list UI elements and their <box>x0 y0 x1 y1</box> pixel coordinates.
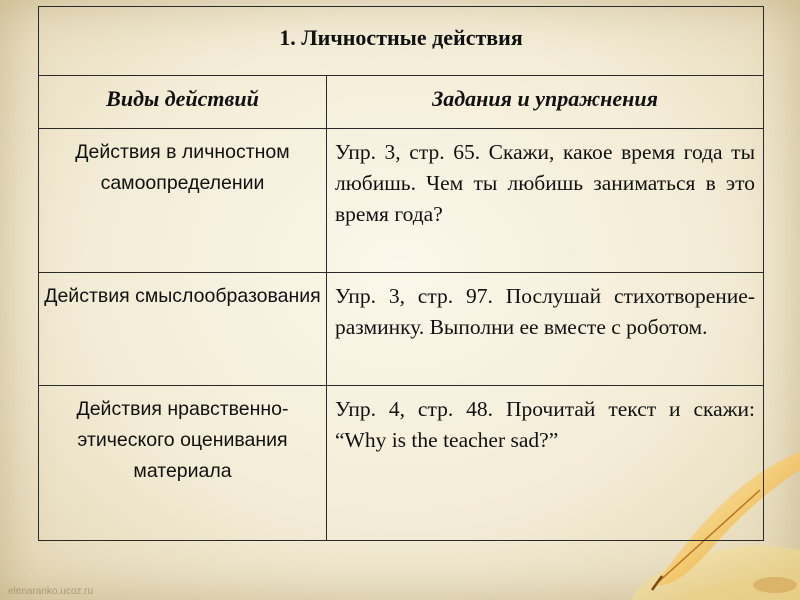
table-row <box>39 129 764 273</box>
task-cell: Упр. 3, стр. 97. Послушай стихотворение-разминку. Выполни ее вместе с роботом. <box>327 273 764 386</box>
actions-table <box>38 6 764 541</box>
table-row <box>39 386 764 541</box>
table-title-text: 1. Личностные действия <box>279 24 523 50</box>
action-type-cell: Действия смыслообразования <box>39 273 327 386</box>
table-title-row <box>39 7 764 76</box>
task-cell: Упр. 4, стр. 48. Прочитай текст и скажи: “Why is the teacher sad?” <box>327 386 764 541</box>
table-row <box>39 273 764 386</box>
header-action-types <box>39 76 327 129</box>
header-tasks-text: Задания и упражнения <box>432 85 658 111</box>
task-cell: Упр. 3, стр. 65. Скажи, какое время года ты любишь. Чем ты любишь заниматься в это время года? <box>327 129 764 273</box>
table-title <box>39 7 764 76</box>
header-tasks <box>327 76 764 129</box>
header-action-types-text: Виды действий <box>106 85 259 111</box>
site-watermark: elenaranko.ucoz.ru <box>8 586 94 597</box>
action-type-cell: Действия нравственно-этического оценивания материала <box>39 386 327 541</box>
action-type-cell: Действия в личностном самоопределении <box>39 129 327 273</box>
table-header-row <box>39 76 764 129</box>
